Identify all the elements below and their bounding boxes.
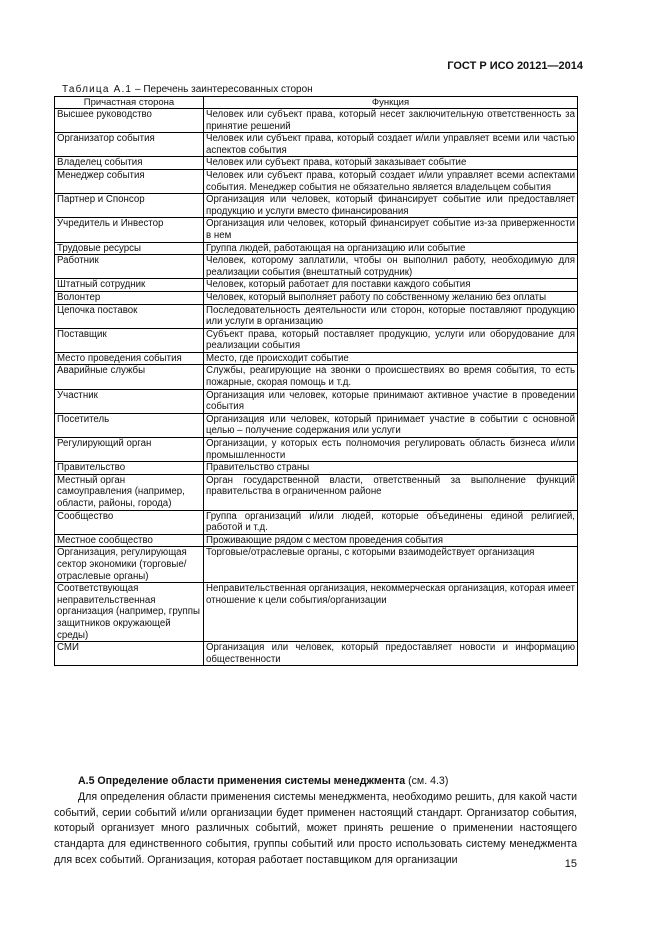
table-row: [55, 328, 578, 352]
table-row: [55, 304, 578, 328]
cell-function: Проживающие рядом с местом проведения события: [204, 534, 578, 547]
cell-party: Штатный сотрудник: [55, 279, 204, 292]
cell-party: Учредитель и Инвестор: [55, 218, 204, 242]
column-header-party: Причастная сторона: [55, 97, 204, 109]
cell-function: Человек или субъект права, который заказывает событие: [204, 157, 578, 170]
cell-function: Организация или человек, который предоставляет новости и информацию общественности: [204, 642, 578, 666]
cell-party: Аварийные службы: [55, 365, 204, 389]
cell-party: Партнер и Спонсор: [55, 194, 204, 218]
page-number: 15: [564, 858, 577, 870]
cell-function: Место, где происходит событие: [204, 352, 578, 365]
cell-function: Человек или субъект права, который несет заключительную ответственность за принятие решений: [204, 109, 578, 133]
cell-function: Орган государственной власти, ответственный за выполнение функций правительства в ограниченном районе: [204, 474, 578, 510]
table-header-row: [55, 97, 578, 109]
cell-function: Неправительственная организация, некоммерческая организация, которая имеет отношение к цели события/организации: [204, 583, 578, 642]
cell-function: Организация или человек, который финансирует событие или предоставляет продукцию и услуги вместо финансирования: [204, 194, 578, 218]
table-row: [55, 352, 578, 365]
table-row: [55, 133, 578, 157]
cell-party: Соответствующая неправительственная организация (например, группы защитников окружающей среды): [55, 583, 204, 642]
cell-function: Группа людей, работающая на организацию или событие: [204, 242, 578, 255]
table-row: [55, 157, 578, 170]
table-row: [55, 510, 578, 534]
cell-function: Человек или субъект права, который создает и/или управляет всеми аспектами события. Менеджер события не обязательно является владельцем события: [204, 169, 578, 193]
cell-party: Трудовые ресурсы: [55, 242, 204, 255]
cell-party: Регулирующий орган: [55, 438, 204, 462]
table-row: [55, 255, 578, 279]
table-row: [55, 218, 578, 242]
document-header: ГОСТ Р ИСО 20121—2014: [447, 60, 583, 72]
cell-party: Организация, регулирующая сектор экономики (торговые/отраслевые органы): [55, 547, 204, 583]
cell-party: Поставщик: [55, 328, 204, 352]
table-caption: [62, 84, 313, 95]
table-row: [55, 474, 578, 510]
section-paragraph: Для определения области применения системы менеджмента, необходимо решить, для какой части событий, серии событий и/или организации будет применен настоящий стандарт. Организатор события, который организует много различных событий, может принять решение о применении настоящего стандарта для единственного события, группы событий или просто использовать систему менеджмента для всех событий. Организация, которая работает поставщиком для организации: [54, 790, 577, 866]
cell-party: Правительство: [55, 462, 204, 475]
cell-function: Человек, которому заплатили, чтобы он выполнил работу, необходимую для реализации события (внештатный сотрудник): [204, 255, 578, 279]
table-row: [55, 109, 578, 133]
cell-function: Последовательность деятельности или сторон, которые поставляют продукцию или услуги в организацию: [204, 304, 578, 328]
cell-party: Организатор события: [55, 133, 204, 157]
cell-party: Высшее руководство: [55, 109, 204, 133]
table-row: [55, 389, 578, 413]
table-row: [55, 642, 578, 666]
cell-party: Владелец события: [55, 157, 204, 170]
cell-party: Участник: [55, 389, 204, 413]
table-caption-text: – Перечень заинтересованных сторон: [132, 84, 313, 95]
cell-party: Местное сообщество: [55, 534, 204, 547]
table-row: [55, 169, 578, 193]
table-row: [55, 534, 578, 547]
cell-party: Волонтер: [55, 291, 204, 304]
column-header-function: Функция: [204, 97, 578, 109]
cell-function: Торговые/отраслевые органы, с которыми взаимодействует организация: [204, 547, 578, 583]
section-heading-ref: (см. 4.3): [405, 775, 449, 787]
cell-party: Место проведения события: [55, 352, 204, 365]
cell-party: Сообщество: [55, 510, 204, 534]
table-row: [55, 547, 578, 583]
cell-function: Группа организаций и/или людей, которые объединены единой религией, работой и т.д.: [204, 510, 578, 534]
table-row: [55, 194, 578, 218]
table-row: [55, 365, 578, 389]
table-row: [55, 462, 578, 475]
section-heading-title: А.5 Определение области применения системы менеджмента: [78, 775, 406, 787]
cell-party: Работник: [55, 255, 204, 279]
cell-function: Организация или человек, который принимает участие в событии с основной целью – получение содержания или услуги: [204, 413, 578, 437]
cell-function: Организация или человек, которые принимают активное участие в проведении события: [204, 389, 578, 413]
stakeholders-table: [54, 96, 578, 666]
cell-function: Правительство страны: [204, 462, 578, 475]
cell-party: Цепочка поставок: [55, 304, 204, 328]
cell-party: СМИ: [55, 642, 204, 666]
cell-function: Человек, который выполняет работу по собственному желанию без оплаты: [204, 291, 578, 304]
table-row: [55, 279, 578, 292]
section-a5: [54, 774, 577, 869]
table-caption-label: Таблица А.1: [62, 84, 133, 95]
cell-party: Менеджер события: [55, 169, 204, 193]
cell-party: Посетитель: [55, 413, 204, 437]
cell-party: Местный орган самоуправления (например, области, районы, города): [55, 474, 204, 510]
table-row: [55, 291, 578, 304]
cell-function: Организация или человек, который финансирует событие из-за приверженности в нем: [204, 218, 578, 242]
table-row: [55, 583, 578, 642]
table-row: [55, 413, 578, 437]
cell-function: Человек, который работает для поставки каждого события: [204, 279, 578, 292]
table-body: [55, 109, 578, 666]
cell-function: Службы, реагирующие на звонки о происшествиях во время события, то есть пожарные, скорая помощь и т.д.: [204, 365, 578, 389]
table-row: [55, 438, 578, 462]
section-heading: [54, 774, 577, 790]
cell-function: Организации, у которых есть полномочия регулировать область бизнеса и/или промышленности: [204, 438, 578, 462]
cell-function: Человек или субъект права, который создает и/или управляет всеми или частью аспектов события: [204, 133, 578, 157]
cell-function: Субъект права, который поставляет продукцию, услуги или оборудование для реализации события: [204, 328, 578, 352]
table-row: [55, 242, 578, 255]
